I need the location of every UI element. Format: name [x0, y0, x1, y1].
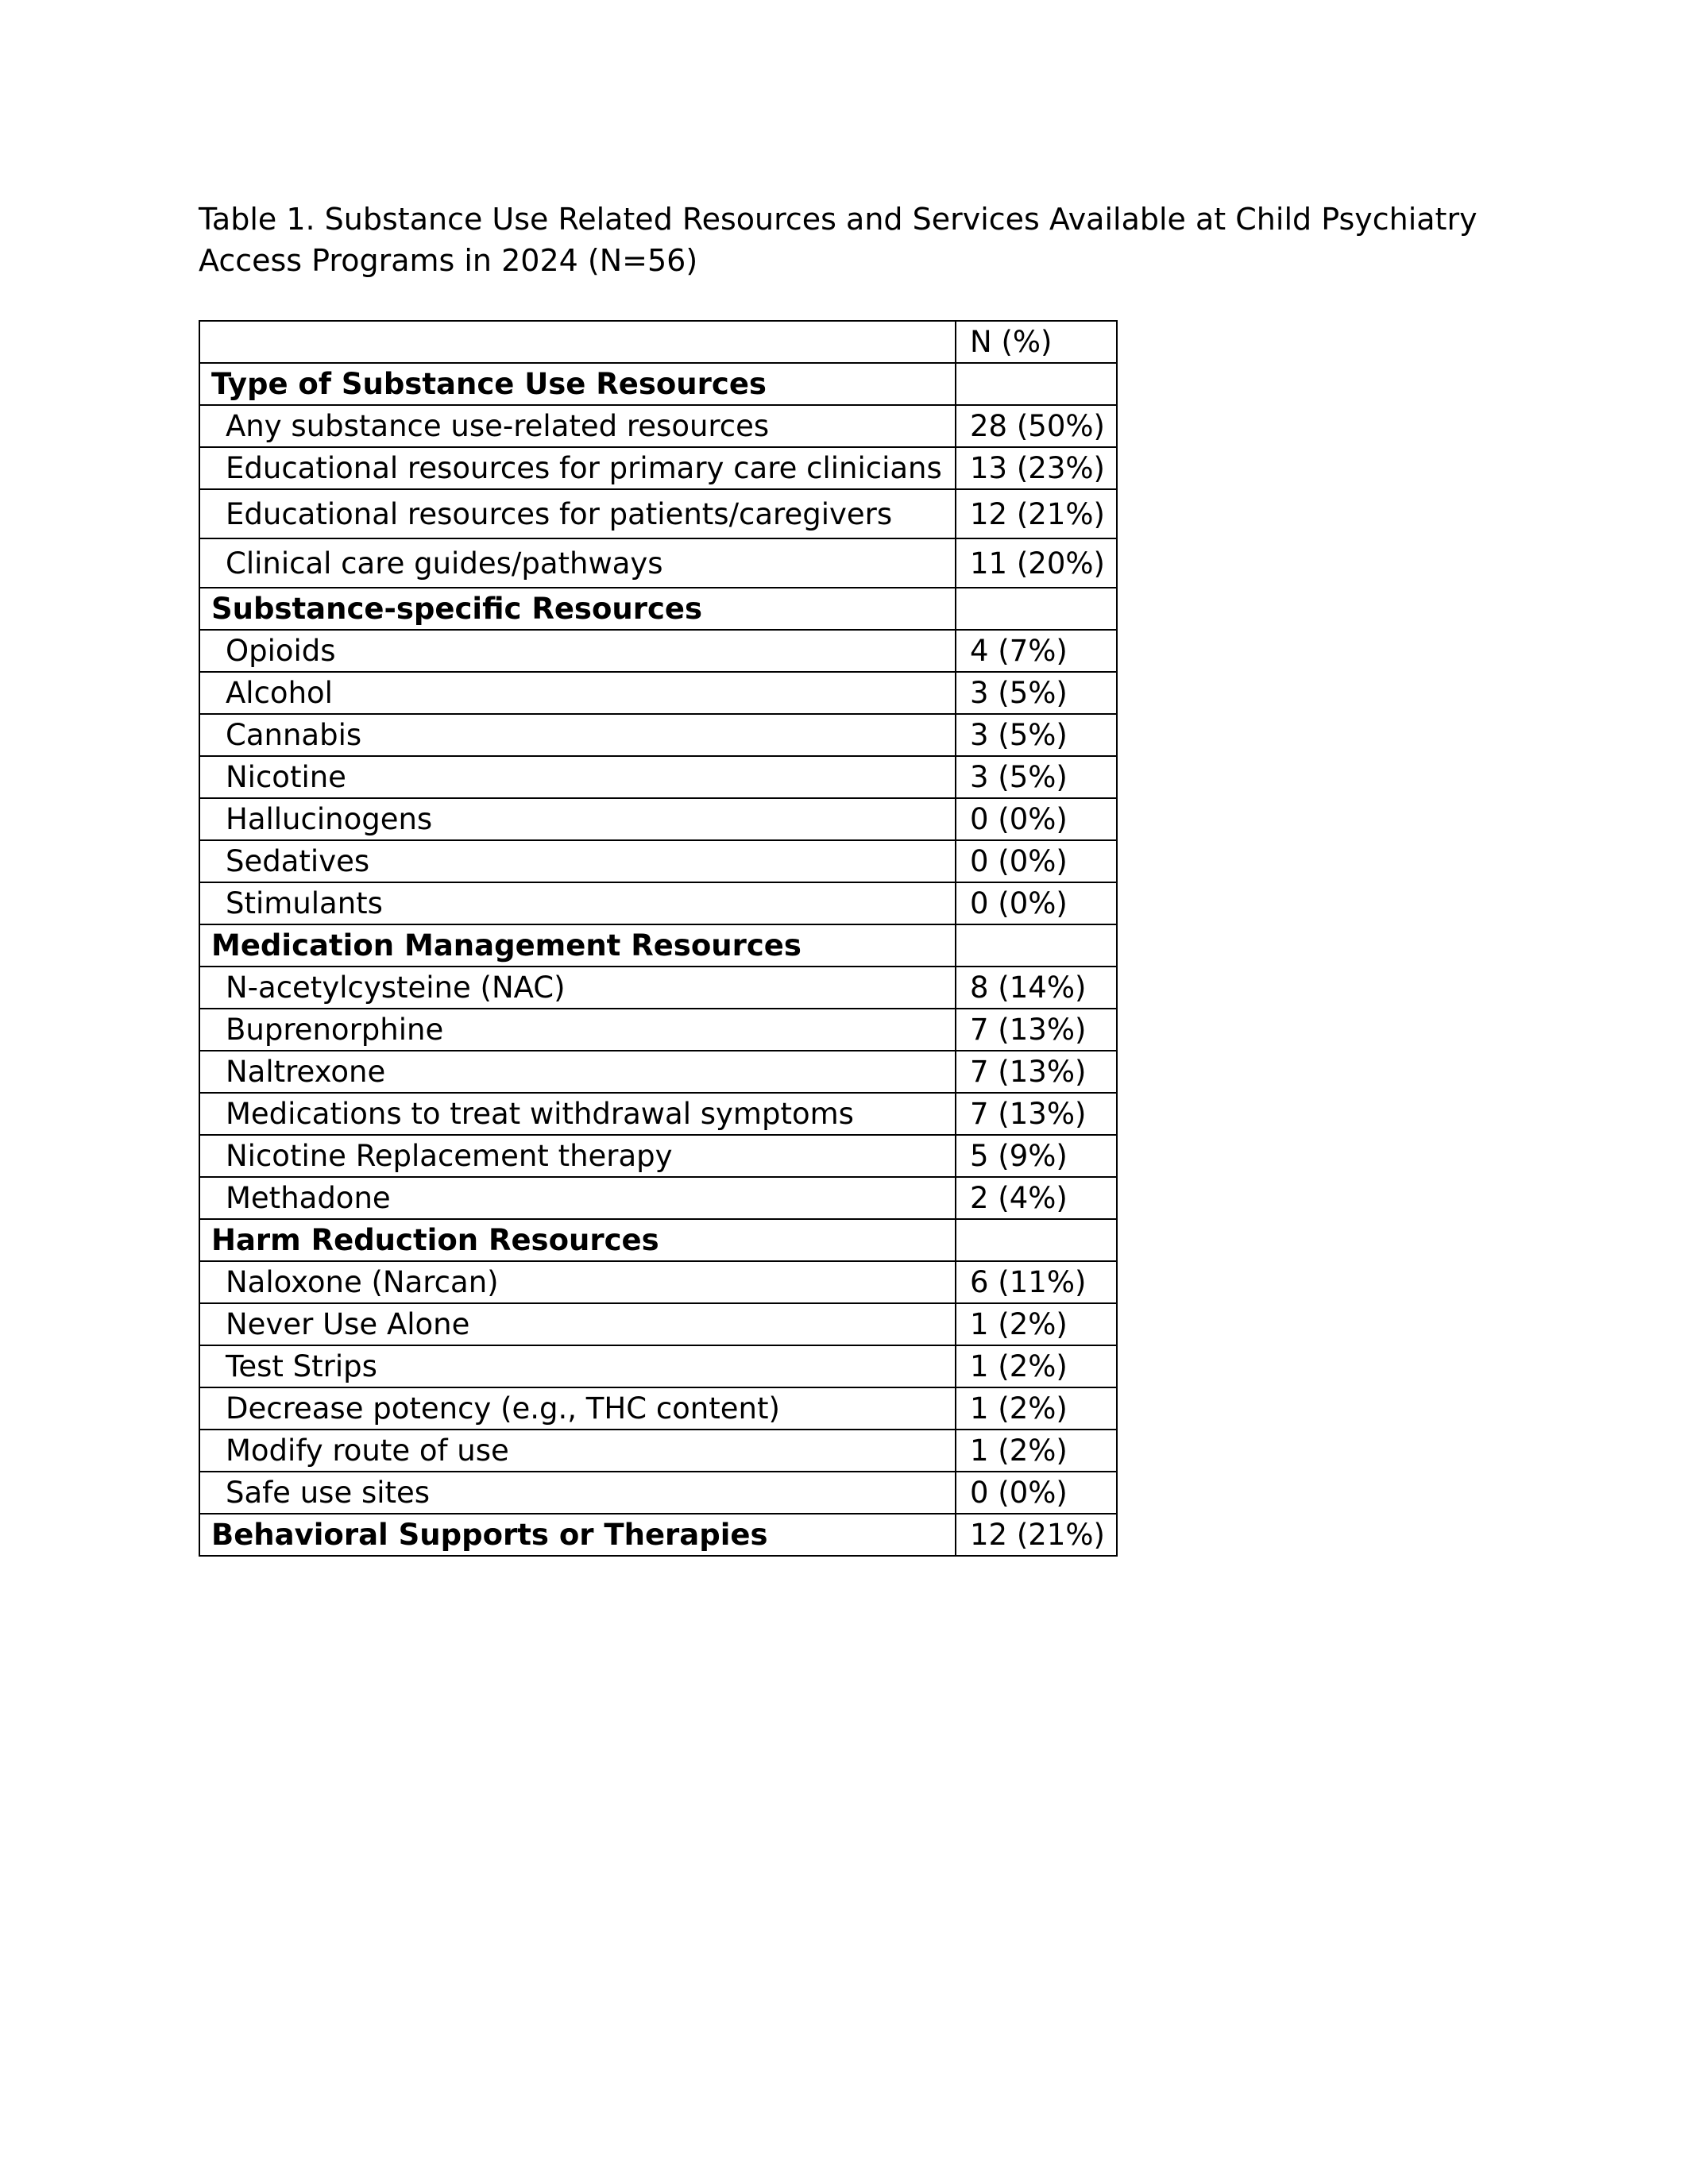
row-label: Naloxone (Narcan) — [199, 1261, 956, 1303]
table-row — [199, 1472, 1117, 1514]
row-value: 7 (13%) — [956, 1093, 1117, 1135]
section-row-medication-management-resources — [199, 924, 1117, 967]
row-value: 1 (2%) — [956, 1430, 1117, 1472]
table-row — [199, 1177, 1117, 1219]
row-label: Modify route of use — [199, 1430, 956, 1472]
table-row — [199, 1345, 1117, 1387]
table-row — [199, 1135, 1117, 1177]
row-value: 8 (14%) — [956, 967, 1117, 1009]
table-row — [199, 1051, 1117, 1093]
table-row — [199, 405, 1117, 447]
table-row — [199, 630, 1117, 672]
row-value: 2 (4%) — [956, 1177, 1117, 1219]
row-label: Stimulants — [199, 882, 956, 924]
row-value: 1 (2%) — [956, 1387, 1117, 1430]
table-row — [199, 840, 1117, 882]
table-row — [199, 714, 1117, 756]
row-value: 3 (5%) — [956, 714, 1117, 756]
row-value — [956, 588, 1117, 630]
row-value — [956, 924, 1117, 967]
row-label: Cannabis — [199, 714, 956, 756]
row-value: 6 (11%) — [956, 1261, 1117, 1303]
table-row — [199, 882, 1117, 924]
row-label: Behavioral Supports or Therapies — [199, 1514, 956, 1556]
row-label: N-acetylcysteine (NAC) — [199, 967, 956, 1009]
row-value: 3 (5%) — [956, 756, 1117, 798]
row-value: 12 (21%) — [956, 1514, 1117, 1556]
row-label: Buprenorphine — [199, 1009, 956, 1051]
table-row — [199, 1387, 1117, 1430]
row-value: 5 (9%) — [956, 1135, 1117, 1177]
table-caption-line-2: Access Programs in 2024 (N=56) — [199, 243, 698, 278]
table-row — [199, 967, 1117, 1009]
row-value: 7 (13%) — [956, 1051, 1117, 1093]
row-value: 0 (0%) — [956, 1472, 1117, 1514]
table-row — [199, 1261, 1117, 1303]
row-label: Medication Management Resources — [199, 924, 956, 967]
table-row — [199, 756, 1117, 798]
row-label: Nicotine — [199, 756, 956, 798]
table-caption — [199, 199, 1509, 281]
section-row-substance-specific-resources — [199, 588, 1117, 630]
row-value: 13 (23%) — [956, 447, 1117, 489]
row-label: Never Use Alone — [199, 1303, 956, 1345]
row-label: Clinical care guides/pathways — [199, 538, 956, 588]
table-row — [199, 447, 1117, 489]
row-label: Safe use sites — [199, 1472, 956, 1514]
table-row — [199, 672, 1117, 714]
row-value: 11 (20%) — [956, 538, 1117, 588]
row-label: Educational resources for primary care clinicians — [199, 447, 956, 489]
table-row — [199, 489, 1117, 538]
table-row — [199, 1093, 1117, 1135]
header-cell-n-percent: N (%) — [956, 321, 1117, 363]
row-label: Decrease potency (e.g., THC content) — [199, 1387, 956, 1430]
table-row — [199, 1009, 1117, 1051]
row-label: Harm Reduction Resources — [199, 1219, 956, 1261]
row-value: 4 (7%) — [956, 630, 1117, 672]
row-label: Substance-specific Resources — [199, 588, 956, 630]
row-label: Type of Substance Use Resources — [199, 363, 956, 405]
row-label: Sedatives — [199, 840, 956, 882]
table-row — [199, 538, 1117, 588]
section-row-type-of-substance-use-resources — [199, 363, 1117, 405]
row-value: 1 (2%) — [956, 1345, 1117, 1387]
row-value: 7 (13%) — [956, 1009, 1117, 1051]
table-row — [199, 798, 1117, 840]
table-row — [199, 1303, 1117, 1345]
row-value: 12 (21%) — [956, 489, 1117, 538]
resources-table — [199, 320, 1118, 1557]
section-row-behavioral-supports-or-therapies — [199, 1514, 1117, 1556]
table-row — [199, 1430, 1117, 1472]
row-label: Opioids — [199, 630, 956, 672]
row-value: 28 (50%) — [956, 405, 1117, 447]
row-value — [956, 363, 1117, 405]
row-label: Methadone — [199, 1177, 956, 1219]
row-label: Test Strips — [199, 1345, 956, 1387]
row-value: 0 (0%) — [956, 882, 1117, 924]
row-value: 3 (5%) — [956, 672, 1117, 714]
row-label: Alcohol — [199, 672, 956, 714]
row-value: 0 (0%) — [956, 840, 1117, 882]
table-header-row — [199, 321, 1117, 363]
row-label: Any substance use-related resources — [199, 405, 956, 447]
row-label: Nicotine Replacement therapy — [199, 1135, 956, 1177]
row-value — [956, 1219, 1117, 1261]
header-cell-label — [199, 321, 956, 363]
row-label: Medications to treat withdrawal symptoms — [199, 1093, 956, 1135]
row-value: 1 (2%) — [956, 1303, 1117, 1345]
row-label: Hallucinogens — [199, 798, 956, 840]
row-label: Naltrexone — [199, 1051, 956, 1093]
row-value: 0 (0%) — [956, 798, 1117, 840]
table-caption-line-1: Table 1. Substance Use Related Resources and Services Available at Child Psychiatry — [199, 202, 1477, 237]
section-row-harm-reduction-resources — [199, 1219, 1117, 1261]
row-label: Educational resources for patients/caregivers — [199, 489, 956, 538]
